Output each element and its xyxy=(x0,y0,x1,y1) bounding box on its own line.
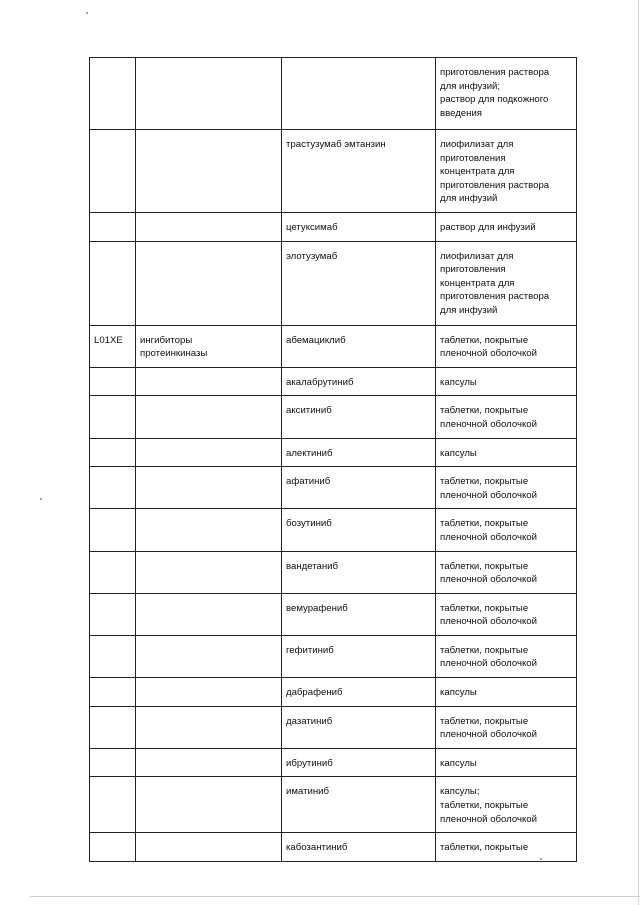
group-cell xyxy=(136,212,282,241)
table-row xyxy=(90,706,577,748)
atc-code-cell xyxy=(90,833,136,862)
form-cell xyxy=(436,678,577,707)
atc-code-cell xyxy=(90,212,136,241)
table-row xyxy=(90,58,577,130)
drug-cell xyxy=(282,593,436,635)
group-cell xyxy=(136,241,282,325)
group-cell xyxy=(136,748,282,777)
table-row xyxy=(90,678,577,707)
table-row xyxy=(90,367,577,396)
group-cell xyxy=(136,593,282,635)
form-cell xyxy=(436,833,577,862)
form-cell xyxy=(436,367,577,396)
drug-name: элотузумаб xyxy=(286,250,338,262)
group-cell xyxy=(136,130,282,213)
scan-speck xyxy=(86,12,88,14)
atc-code-cell xyxy=(90,325,136,367)
group-cell xyxy=(136,58,282,130)
form-cell xyxy=(436,130,577,213)
scan-speck xyxy=(40,498,42,500)
drug-cell xyxy=(282,509,436,551)
group-cell xyxy=(136,438,282,467)
dosage-form: таблетки, покрытые пленочной оболочкой xyxy=(440,602,537,628)
drug-name: цетуксимаб xyxy=(286,221,338,233)
dosage-form: таблетки, покрытые xyxy=(440,842,529,854)
group-cell xyxy=(136,396,282,438)
drug-cell xyxy=(282,706,436,748)
table-row xyxy=(90,241,577,325)
table-row xyxy=(90,467,577,509)
atc-code-cell xyxy=(90,467,136,509)
table-row xyxy=(90,509,577,551)
atc-code-cell xyxy=(90,551,136,593)
dosage-form: капсулы; таблетки, покрытые пленочной оболочкой xyxy=(440,786,537,825)
atc-code-cell xyxy=(90,593,136,635)
drug-cell xyxy=(282,467,436,509)
table-row xyxy=(90,635,577,677)
dosage-form: таблетки, покрытые пленочной оболочкой xyxy=(440,518,537,543)
group-cell xyxy=(136,551,282,593)
dosage-form: капсулы xyxy=(440,757,477,769)
table-row xyxy=(90,325,577,367)
drug-cell xyxy=(282,833,436,862)
drug-name: дабрафениб xyxy=(286,687,343,699)
group-cell xyxy=(136,777,282,833)
atc-code-cell xyxy=(90,706,136,748)
form-cell xyxy=(436,467,577,509)
drug-cell xyxy=(282,241,436,325)
drug-name: вемурафениб xyxy=(286,602,348,614)
drug-cell xyxy=(282,325,436,367)
group-name: ингибиторы протеинкиназы xyxy=(140,334,208,360)
atc-code-cell xyxy=(90,635,136,677)
drug-name: афатиниб xyxy=(286,476,331,488)
dosage-form: таблетки, покрытые пленочной оболочкой xyxy=(440,476,537,501)
drug-name: ибрутиниб xyxy=(286,757,333,769)
drug-cell xyxy=(282,396,436,438)
drug-cell xyxy=(282,678,436,707)
dosage-form: капсулы xyxy=(440,687,477,699)
atc-code-cell xyxy=(90,777,136,833)
table-body xyxy=(90,58,577,862)
form-cell xyxy=(436,438,577,467)
dosage-form: таблетки, покрытые пленочной оболочкой xyxy=(440,405,537,430)
atc-code-cell xyxy=(90,241,136,325)
group-cell xyxy=(136,467,282,509)
form-cell xyxy=(436,593,577,635)
dosage-form: таблетки, покрытые пленочной оболочкой xyxy=(440,560,537,586)
dosage-form: таблетки, покрытые пленочной оболочкой xyxy=(440,644,537,670)
atc-code-cell xyxy=(90,58,136,130)
group-cell xyxy=(136,367,282,396)
drug-name: алектиниб xyxy=(286,447,333,459)
form-cell xyxy=(436,212,577,241)
group-cell xyxy=(136,833,282,862)
atc-code: L01XE xyxy=(94,334,123,346)
drug-cell xyxy=(282,367,436,396)
drug-name: акалабрутиниб xyxy=(286,376,354,388)
page-bottom-edge xyxy=(30,896,640,897)
drug-table xyxy=(89,57,577,862)
table-row xyxy=(90,438,577,467)
drug-cell xyxy=(282,551,436,593)
dosage-form: таблетки, покрытые пленочной оболочкой xyxy=(440,715,537,741)
form-cell xyxy=(436,748,577,777)
drug-cell xyxy=(282,212,436,241)
group-cell xyxy=(136,678,282,707)
drug-cell xyxy=(282,748,436,777)
dosage-form: капсулы xyxy=(440,447,477,459)
atc-code-cell xyxy=(90,438,136,467)
dosage-form: капсулы xyxy=(440,376,477,388)
drug-name: абемациклиб xyxy=(286,334,346,346)
table-row xyxy=(90,212,577,241)
table-row xyxy=(90,593,577,635)
form-cell xyxy=(436,241,577,325)
dosage-form: лиофилизат для приготовления концентрата для приготовления раствора для инфузий xyxy=(440,139,550,205)
table-row xyxy=(90,748,577,777)
atc-code-cell xyxy=(90,367,136,396)
form-cell xyxy=(436,706,577,748)
drug-name: трастузумаб эмтанзин xyxy=(286,139,386,150)
drug-name: бозутиниб xyxy=(286,518,332,530)
drug-name: иматиниб xyxy=(286,786,329,798)
group-cell xyxy=(136,509,282,551)
form-cell xyxy=(436,396,577,438)
drug-name: вандетаниб xyxy=(286,560,339,572)
table-row xyxy=(90,777,577,833)
table-row xyxy=(90,130,577,213)
table-row xyxy=(90,551,577,593)
dosage-form: лиофилизат для приготовления концентрата для приготовления раствора для инфузий xyxy=(440,250,550,316)
form-cell xyxy=(436,58,577,130)
dosage-form: раствор для инфузий xyxy=(440,221,536,233)
group-cell xyxy=(136,706,282,748)
drug-cell xyxy=(282,438,436,467)
atc-code-cell xyxy=(90,130,136,213)
table-row xyxy=(90,833,577,862)
drug-name: кабозантиниб xyxy=(286,842,348,854)
form-cell xyxy=(436,551,577,593)
drug-cell xyxy=(282,130,436,213)
drug-name: дазатиниб xyxy=(286,715,333,727)
drug-cell xyxy=(282,777,436,833)
atc-code-cell xyxy=(90,509,136,551)
dosage-form: приготовления раствора для инфузий; раствор для подкожного введения xyxy=(440,67,550,119)
drug-name: акситиниб xyxy=(286,405,332,417)
group-cell xyxy=(136,325,282,367)
group-cell xyxy=(136,635,282,677)
atc-code-cell xyxy=(90,748,136,777)
atc-code-cell xyxy=(90,678,136,707)
form-cell xyxy=(436,777,577,833)
drug-name: гефитиниб xyxy=(286,644,334,656)
form-cell xyxy=(436,635,577,677)
atc-code-cell xyxy=(90,396,136,438)
table-row xyxy=(90,396,577,438)
form-cell xyxy=(436,325,577,367)
form-cell xyxy=(436,509,577,551)
page-edge xyxy=(638,0,639,905)
drug-cell xyxy=(282,635,436,677)
drug-cell xyxy=(282,58,436,130)
dosage-form: таблетки, покрытые пленочной оболочкой xyxy=(440,334,537,360)
